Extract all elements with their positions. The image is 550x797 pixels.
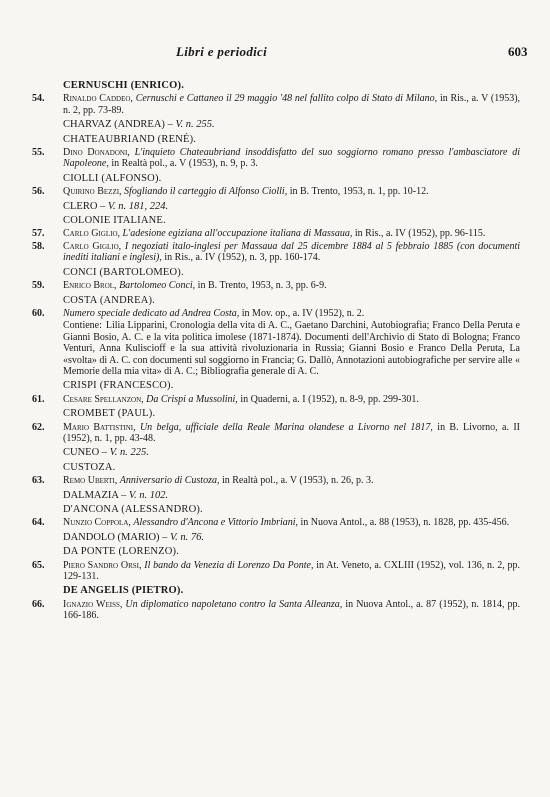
entry-title: L'adesione egiziana all'occupazione italiana di Massaua, <box>122 228 353 240</box>
subject-heading: COSTA (ANDREA). <box>63 294 155 306</box>
subject-heading: CIOLLI (ALFONSO). <box>63 172 162 184</box>
entry-author: Mario Battistini, <box>63 421 136 433</box>
entry-number: 58. <box>32 240 45 252</box>
entry-title: Numero speciale dedicato ad Andrea Costa, <box>63 307 240 319</box>
entry-title: Anniversario di Custoza, <box>119 475 220 487</box>
bibliography-entry <box>32 186 520 197</box>
entry-title: L'inquieto Chateaubriand insoddisfatto del suo soggiorno romano presso l'ambasciatore di Napoleone, <box>63 147 521 170</box>
entry-number: 66. <box>32 598 45 610</box>
entry-title: Da Crispi a Mussolini, <box>146 393 238 405</box>
entry-text <box>63 475 520 486</box>
entry-number: 65. <box>32 559 45 571</box>
entry-source: in Realtà pol., a. V (1953), n. 26, p. 3. <box>221 475 374 487</box>
entry-title: Un belga, ufficiale della Reale Marina olandese a Livorno nel 1817, <box>139 421 433 433</box>
xref-target: – V. n. 255. <box>167 119 215 131</box>
subject-heading: CONCI (BARTOLOMEO). <box>63 266 184 278</box>
bibliography-entry <box>32 422 520 445</box>
entry-title: Bartolomeo Conci, <box>119 280 196 292</box>
entry-number: 61. <box>32 393 45 405</box>
subject-heading: DA PONTE (LORENZO). <box>63 546 180 558</box>
entry-author: Enrico Brol, <box>63 280 117 292</box>
xref-subject: CHARVAZ (ANDREA) <box>63 119 165 131</box>
entry-number: 57. <box>32 228 45 240</box>
entry-title: Un diplomatico napoletano contro la Santa Alleanza, <box>125 598 343 610</box>
cross-reference <box>63 490 520 501</box>
entry-text <box>63 560 520 583</box>
entry-source: in B. Trento, 1953, n. 1, pp. 10-12. <box>289 186 429 198</box>
contents-label: Contiene: <box>63 320 102 332</box>
xref-subject: CUNEO <box>63 447 100 459</box>
entry-source: in B. Trento, 1953, n. 3, pp. 6-9. <box>197 280 327 292</box>
entry-author: Cesare Spellanzon, <box>63 393 144 405</box>
entry-source: in Ris., a. V (1953), n. 2, pp. 73-89. <box>63 93 521 116</box>
subject-heading: CHATEAUBRIAND (RENÉ). <box>63 133 197 145</box>
entry-title: Alessandro d'Ancona e Vittorio Imbriani, <box>133 517 299 529</box>
page-header <box>0 44 550 64</box>
subject-heading: CRISPI (FRANCESCO). <box>63 380 174 392</box>
entry-number: 54. <box>32 93 45 105</box>
entry-author: Carlo Giglio, <box>63 228 120 240</box>
entry-text <box>63 422 520 445</box>
running-title: Libri e periodici <box>176 44 268 59</box>
bibliography-entry <box>32 599 520 622</box>
entry-source: in At. Veneto, a. CXLIII (1952), vol. 136, n. 2, pp. 129-131. <box>63 559 521 583</box>
subject-heading: CUSTOZA. <box>63 461 116 473</box>
xref-target: – V. n. 102. <box>121 489 169 501</box>
xref-target: – V. n. 225. <box>101 447 149 459</box>
subject-heading: DE ANGELIS (PIETRO). <box>63 585 184 597</box>
entry-source: in Nuova Antol., a. 88 (1953), n. 1828, pp. 435-456. <box>300 517 510 529</box>
entry-author: Carlo Giglio, <box>63 240 122 252</box>
entry-number: 55. <box>32 147 45 159</box>
xref-subject: CLERO <box>63 200 98 212</box>
bibliography-entry <box>32 228 520 239</box>
entry-author: Nunzio Coppola, <box>63 517 131 529</box>
xref-subject: DANDOLO (MARIO) <box>63 531 160 543</box>
entry-number: 64. <box>32 517 45 529</box>
entry-source: in Realtà pol., a. V (1953), n. 9, p. 3. <box>111 158 258 170</box>
entry-author: Piero Sandro Orsi, <box>63 559 142 571</box>
contents-text: Lilia Lipparini, Cronologia della vita di A. C., Gaetano Darchini, Autobiografia; Franco Della Peruta e Gianni Bosio, A. C. e la vita politica imolese (1871-1874). Documenti dell'Archivio di Stato di Bologna; Franco Venturi, Anna Kuliscioff e la sua attività rivoluzionaria in Russia; Gianni Bosio e Franco Della Peruta, La «svolta» di A. C. con documenti sul soggiorno in Francia; G. Dallò, Annotazioni autobiografiche per servire alle « Memorie della mia vita» di A. C.; Bibliografia generale di A. C. <box>63 320 520 377</box>
entry-title: Sfogliando il carteggio di Alfonso Ciolli, <box>124 186 288 198</box>
bibliography-entry <box>32 280 520 291</box>
entry-source: in Nuova Antol., a. 87 (1952), n. 1814, pp. 166-186. <box>63 598 521 622</box>
bibliography-entry <box>32 308 520 319</box>
entry-text <box>63 308 520 319</box>
bibliography-entry <box>32 93 520 116</box>
entry-number: 60. <box>32 307 45 319</box>
subject-heading: D'ANCONA (ALESSANDRO). <box>63 504 203 515</box>
entry-number: 59. <box>32 280 45 292</box>
entry-author: Dino Donadoni, <box>63 147 130 159</box>
entry-author: Ignazio Weiss, <box>63 598 123 610</box>
entry-source: in Ris., a. IV (1952), pp. 96-115. <box>354 228 486 240</box>
entry-author: Remo Uberti, <box>63 475 118 487</box>
page-number: 603 <box>508 44 528 59</box>
cross-reference <box>63 447 520 458</box>
entry-number: 63. <box>32 475 45 487</box>
entry-source: in Mov. op., a. IV (1952), n. 2. <box>241 307 365 319</box>
cross-reference <box>63 201 520 212</box>
entry-contents <box>63 320 520 377</box>
xref-subject: DALMAZIA <box>63 489 119 501</box>
bibliography-entry <box>32 394 520 405</box>
entry-text <box>63 147 520 170</box>
entry-text <box>63 241 520 264</box>
entry-text <box>63 93 520 116</box>
entry-source: in B. Livorno, a. II (1952), n. 1, pp. 43-48. <box>63 421 520 444</box>
bibliography-list <box>32 77 520 623</box>
entry-author: Rinaldo Caddeo, <box>63 93 133 105</box>
entry-text <box>63 228 520 239</box>
cross-reference <box>63 119 520 130</box>
entry-number: 62. <box>32 421 45 433</box>
entry-number: 56. <box>32 186 45 198</box>
entry-text <box>63 517 520 528</box>
entry-text <box>63 186 520 197</box>
entry-source: in Ris., a. IV (1952), n. 3, pp. 160-174. <box>164 252 321 264</box>
subject-heading: CERNUSCHI (ENRICO). <box>63 80 185 91</box>
xref-target: – V. n. 181, 224. <box>100 200 169 212</box>
entry-text <box>63 394 520 405</box>
entry-source: in Quaderni, a. I (1952), n. 8-9, pp. 299-301. <box>240 393 419 405</box>
entry-text <box>63 599 520 622</box>
bibliography-entry <box>32 475 520 486</box>
entry-author: Quirino Bezzi, <box>63 186 122 198</box>
cross-reference <box>63 532 520 543</box>
subject-heading: CROMBET (PAUL). <box>63 408 156 420</box>
bibliography-entry <box>32 147 520 170</box>
entry-text <box>63 280 520 291</box>
entry-title: Cernuschi e Cattaneo il 29 maggio '48 nel fallito colpo di Stato di Milano, <box>135 93 438 105</box>
bibliography-entry <box>32 241 520 264</box>
bibliography-entry <box>32 517 520 528</box>
bibliography-entry <box>32 560 520 583</box>
entry-title: Il bando da Venezia di Lorenzo Da Ponte, <box>144 559 314 571</box>
xref-target: – V. n. 76. <box>162 531 204 543</box>
subject-heading: COLONIE ITALIANE. <box>63 215 166 227</box>
entry-title: I negoziati italo-inglesi per Massaua dal 25 dicembre 1884 al 5 febbraio 1885 (con documenti inediti italiani e inglesi), <box>63 240 521 264</box>
